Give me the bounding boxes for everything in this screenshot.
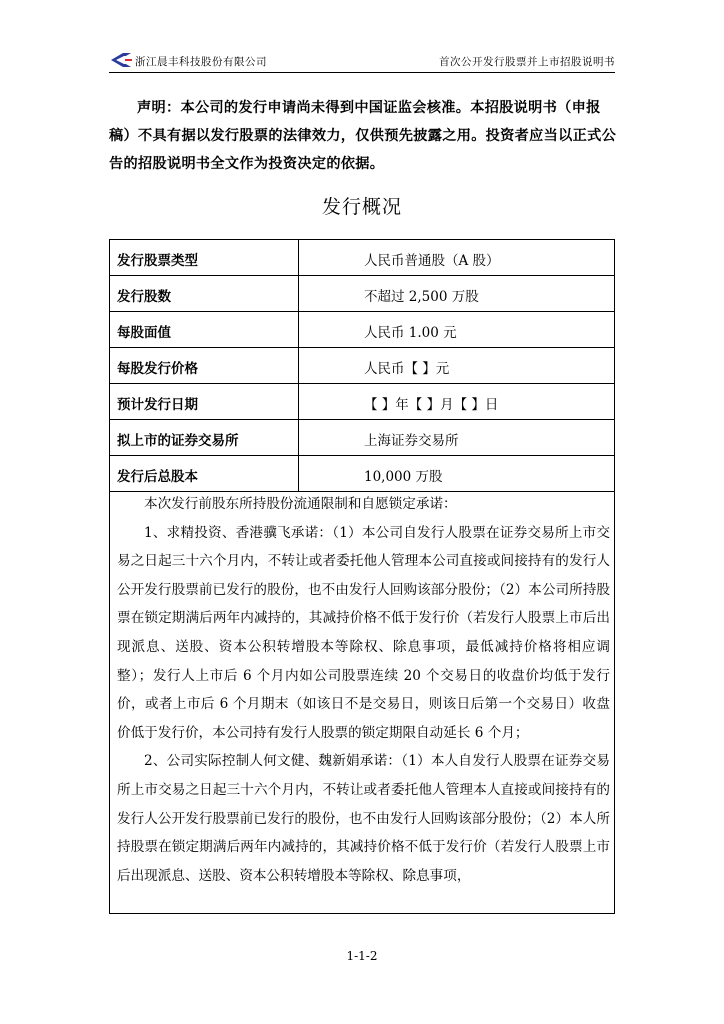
company-logo-icon xyxy=(109,51,133,69)
row-value: 上海证券交易所 xyxy=(364,433,459,449)
document-title: 首次公开发行股票并上市招股说明书 xyxy=(439,56,615,68)
notes-intro: 本次发行前股东所持股份流通限制和自愿锁定承诺： xyxy=(144,496,457,512)
table-row xyxy=(110,312,614,348)
row-label: 发行后总股本 xyxy=(117,469,198,485)
row-value: 10,000 万股 xyxy=(364,469,443,485)
company-name: 浙江晨丰科技股份有限公司 xyxy=(135,56,267,68)
table-row xyxy=(110,384,614,420)
row-value: 人民币 1.00 元 xyxy=(364,325,457,341)
table-row xyxy=(110,456,614,492)
table-row xyxy=(110,348,614,384)
row-value: 人民币【 】元 xyxy=(364,361,450,377)
row-label: 发行股票类型 xyxy=(117,253,198,269)
row-label: 发行股数 xyxy=(117,289,171,305)
notes-item-1: 1、求精投资、香港骥飞承诺：（1）本公司自发行人股票在证券交易所上市交易之日起三十六个月内，不转让或者委托他人管理本公司直接或间接持有的发行人公开发行股票前已发行的股份，也不由发行人回购该部分股份；（2）本公司所持股票在锁定期满后两年内减持的，其减持价格不低于发行价（若发行人股票上市后出现派息、送股、资本公积转增股本等除权、除息事项，最低减持价格将相应调整）；发行人上市后 6 个月内如公司股票连续 20 个交易日的收盘价均低于发行价，或者上市后 6 个月期末（如该日不是交易日，则该日后第一个交易日）收盘价低于发行价，本公司持有发行人股票的锁定期限自动延长 6 个月； xyxy=(117,524,610,741)
lockup-notes xyxy=(117,490,610,890)
table-row xyxy=(110,240,614,276)
table-row xyxy=(110,420,614,456)
page-number: 1-1-2 xyxy=(346,949,378,963)
section-title: 发行概况 xyxy=(321,196,402,218)
issuance-overview-table xyxy=(109,239,615,914)
page-header xyxy=(109,50,615,73)
notes-item-2: 2、公司实际控制人何文健、魏新娟承诺：（1）本人自发行人股票在证券交易所上市交易之日起三十六个月内，不转让或者委托他人管理本人直接或间接持有的发行人公开发行股票前已发行的股份，也不由发行人回购该部分股份；（2）本人所持股票在锁定期满后两年内减持的，其减持价格不低于发行价（若发行人股票上市后出现派息、送股、资本公积转增股本等除权、除息事项， xyxy=(117,753,610,884)
table-row xyxy=(110,276,614,312)
row-label: 预计发行日期 xyxy=(117,397,198,413)
row-label: 拟上市的证券交易所 xyxy=(117,433,239,449)
declaration-text: 声明：本公司的发行申请尚未得到中国证监会核准。本招股说明书（申报稿）不具有据以发行股票的法律效力，仅供预先披露之用。投资者应当以正式公告的招股说明书全文作为投资决定的依据。 xyxy=(109,100,617,172)
row-label: 每股发行价格 xyxy=(117,361,198,377)
row-value: 不超过 2,500 万股 xyxy=(364,289,479,305)
row-value: 人民币普通股（A 股） xyxy=(364,253,500,269)
row-value: 【 】年【 】月【 】日 xyxy=(364,397,499,413)
row-label: 每股面值 xyxy=(117,325,171,341)
